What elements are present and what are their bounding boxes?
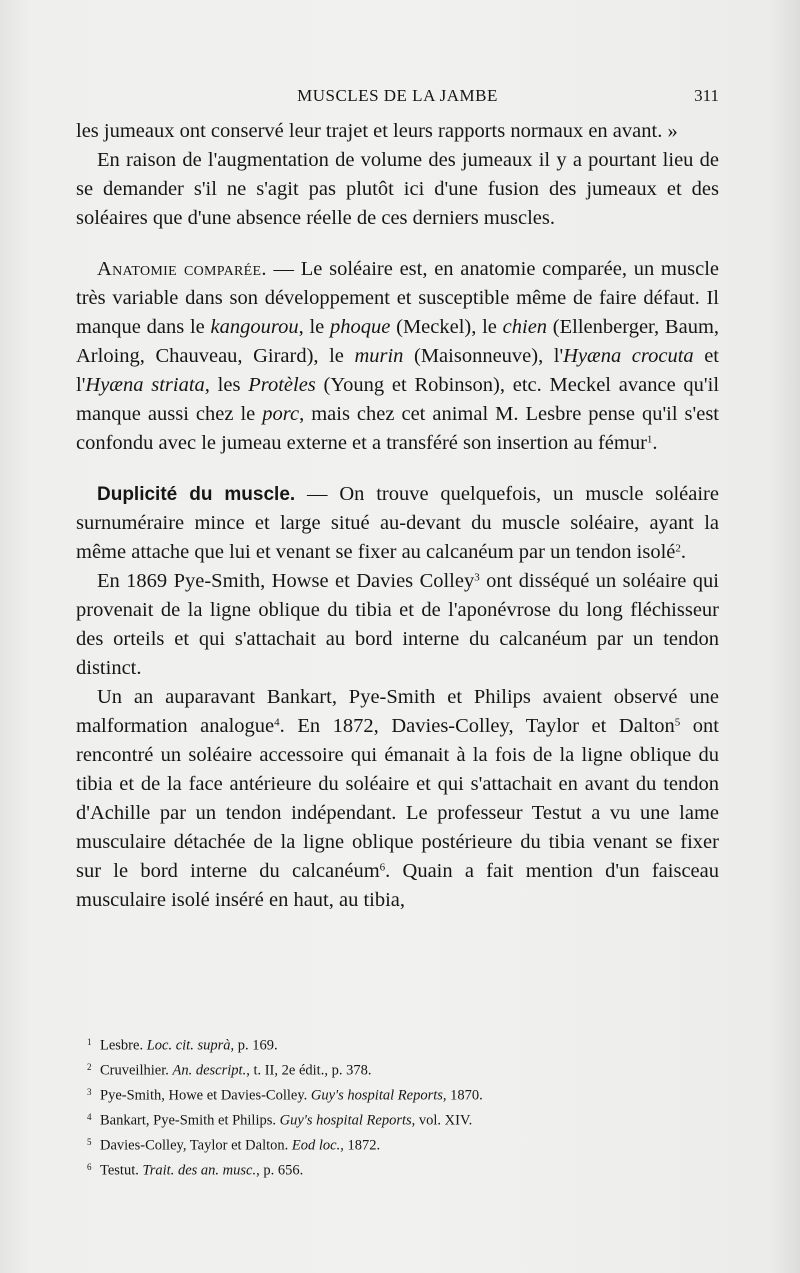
footnote-italic: Trait. des an. musc. bbox=[142, 1162, 257, 1179]
page-number: 311 bbox=[694, 86, 719, 105]
paragraph-augmentation: En raison de l'augmentation de volume des jumeaux il y a pourtant lieu de se demander s'il ne s'agit pas plutôt ici d'une fusion des jumeaux et des soléaires que d'une absence réelle de ces derniers muscles. bbox=[76, 149, 719, 229]
italic-term: Hyæna crocuta bbox=[563, 345, 694, 367]
italic-term: murin bbox=[354, 345, 404, 367]
footnote bbox=[87, 1132, 707, 1157]
paragraph-anatomie-comparee bbox=[76, 255, 719, 458]
text-run: ont rencontré un soléaire accessoire qui émanait à la fois de la ligne oblique du tibia et de la face antérieure du soléaire et qui s'attachait en avant du tendon d'Achille par un tendon indépendant. Le professeur Testut a vu une lame musculaire détachée de la ligne oblique postérieure du tibia venant se fixer sur le bord interne du calcanéum bbox=[76, 715, 719, 882]
footnote-italic: An. descript. bbox=[172, 1062, 247, 1079]
italic-term: porc bbox=[262, 403, 300, 425]
italic-term: phoque bbox=[330, 316, 391, 338]
footnote-italic: Eod loc. bbox=[291, 1137, 341, 1154]
footnote-mark: 5 bbox=[87, 1137, 92, 1147]
running-title: MUSCLES DE LA JAMBE bbox=[297, 86, 498, 105]
text-run: (Meckel), le bbox=[390, 316, 503, 338]
italic-term: chien bbox=[502, 316, 548, 338]
footnote-mark: 2 bbox=[87, 1062, 92, 1072]
footnote-mark: 3 bbox=[87, 1087, 92, 1097]
text-run: (Maisonneuve), l' bbox=[403, 345, 564, 367]
text-run: En 1869 Pye-Smith, Howse et Davies Colley bbox=[97, 570, 475, 592]
text-run: , le bbox=[298, 316, 331, 338]
footnote-ref[interactable]: 6 bbox=[379, 861, 386, 874]
italic-term: Protèles bbox=[248, 374, 316, 396]
footnote-text: Testut. bbox=[100, 1162, 143, 1179]
footnote bbox=[87, 1157, 707, 1182]
footnote-italic: Guy's hospital Reports bbox=[310, 1087, 443, 1104]
footnote-mark: 4 bbox=[87, 1112, 92, 1122]
footnote bbox=[87, 1032, 707, 1057]
italic-term: Hyæna striata bbox=[85, 374, 205, 396]
text-run: . En 1872, Davies-Colley, Taylor et Dalton bbox=[279, 715, 675, 737]
body-text bbox=[76, 117, 719, 915]
text-run: , mais chez cet animal M. Lesbre pense qu'il s'est confondu avec le jumeau externe et a transféré son insertion au fémur bbox=[76, 403, 719, 454]
paragraph-duplicite bbox=[76, 480, 719, 567]
page-header bbox=[76, 86, 719, 112]
footnote-text: Pye-Smith, Howe et Davies-Colley. bbox=[100, 1087, 311, 1104]
footnote-italic: Loc. cit. suprà bbox=[146, 1037, 231, 1054]
text-run: . bbox=[652, 432, 658, 454]
footnote bbox=[87, 1082, 707, 1107]
paragraph-bankart bbox=[76, 683, 719, 915]
text-run: et l' bbox=[76, 345, 720, 396]
text-run: Un an auparavant Bankart, Pye-Smith et Philips avaient observé une malformation analogue bbox=[76, 686, 719, 737]
footnote-mark: 6 bbox=[87, 1162, 92, 1172]
footnote-ref[interactable]: 1 bbox=[646, 433, 653, 446]
footnote bbox=[87, 1057, 707, 1082]
paragraph-1869 bbox=[76, 567, 719, 683]
section-heading-duplicite: Duplicité du muscle. bbox=[97, 484, 296, 505]
footnote-text: Lesbre. bbox=[100, 1037, 147, 1054]
footnote-mark: 1 bbox=[87, 1037, 92, 1047]
footnote-ref[interactable]: 4 bbox=[274, 716, 280, 729]
text-run: — On trouve quelquefois, un muscle soléaire surnuméraire mince et large situé au-devant du muscle soléaire, ayant la même attache que lui et venant se fixer au calcanéum par un tendon isolé bbox=[76, 483, 719, 563]
footnotes bbox=[87, 1032, 707, 1182]
text-run: . Quain a fait mention d'un faisceau musculaire isolé inséré en haut, au tibia, bbox=[76, 860, 719, 911]
italic-term: kangourou bbox=[210, 316, 299, 338]
footnote bbox=[87, 1107, 707, 1132]
footnote-text: , t. II, 2e édit., p. 378. bbox=[246, 1062, 372, 1079]
footnote-text: Davies-Colley, Taylor et Dalton. bbox=[100, 1137, 292, 1154]
footnote-text: , 1872. bbox=[340, 1137, 381, 1154]
footnote-ref[interactable]: 2 bbox=[675, 542, 681, 555]
footnote-text: , p. 656. bbox=[256, 1162, 304, 1179]
footnote-ref[interactable]: 5 bbox=[674, 716, 681, 729]
text-run: ont disséqué un soléaire qui provenait de la ligne oblique du tibia et de l'aponévrose du long fléchisseur des orteils et qui s'attachait au bord interne du calcanéum par un tendon distinct. bbox=[76, 570, 720, 679]
text-run: — Le soléaire est, en anatomie comparée, un muscle très variable dans son développement et susceptible même de faire défaut. Il manque dans le bbox=[76, 258, 719, 338]
footnote-text: , p. 169. bbox=[230, 1037, 278, 1054]
paragraph-continuation: les jumeaux ont conservé leur trajet et leurs rapports normaux en avant. » bbox=[76, 120, 678, 142]
footnote-text: Bankart, Pye-Smith et Philips. bbox=[100, 1112, 280, 1129]
text-run: . bbox=[680, 541, 686, 563]
text-run: , les bbox=[204, 374, 249, 396]
footnote-text: , vol. XIV. bbox=[411, 1112, 473, 1129]
section-heading-anatomie-comparee: Anatomie comparée. bbox=[97, 258, 267, 280]
footnote-text: , 1870. bbox=[442, 1087, 483, 1104]
footnote-text: Cruveilhier. bbox=[100, 1062, 173, 1079]
text-run: (Ellenberger, Baum, Arloing, Chauveau, Girard), le bbox=[76, 316, 720, 367]
footnote-ref[interactable]: 3 bbox=[474, 571, 480, 584]
text-run: (Young et Robinson), etc. Meckel avance qu'il manque aussi chez le bbox=[76, 374, 720, 425]
footnote-italic: Guy's hospital Reports bbox=[279, 1112, 412, 1129]
